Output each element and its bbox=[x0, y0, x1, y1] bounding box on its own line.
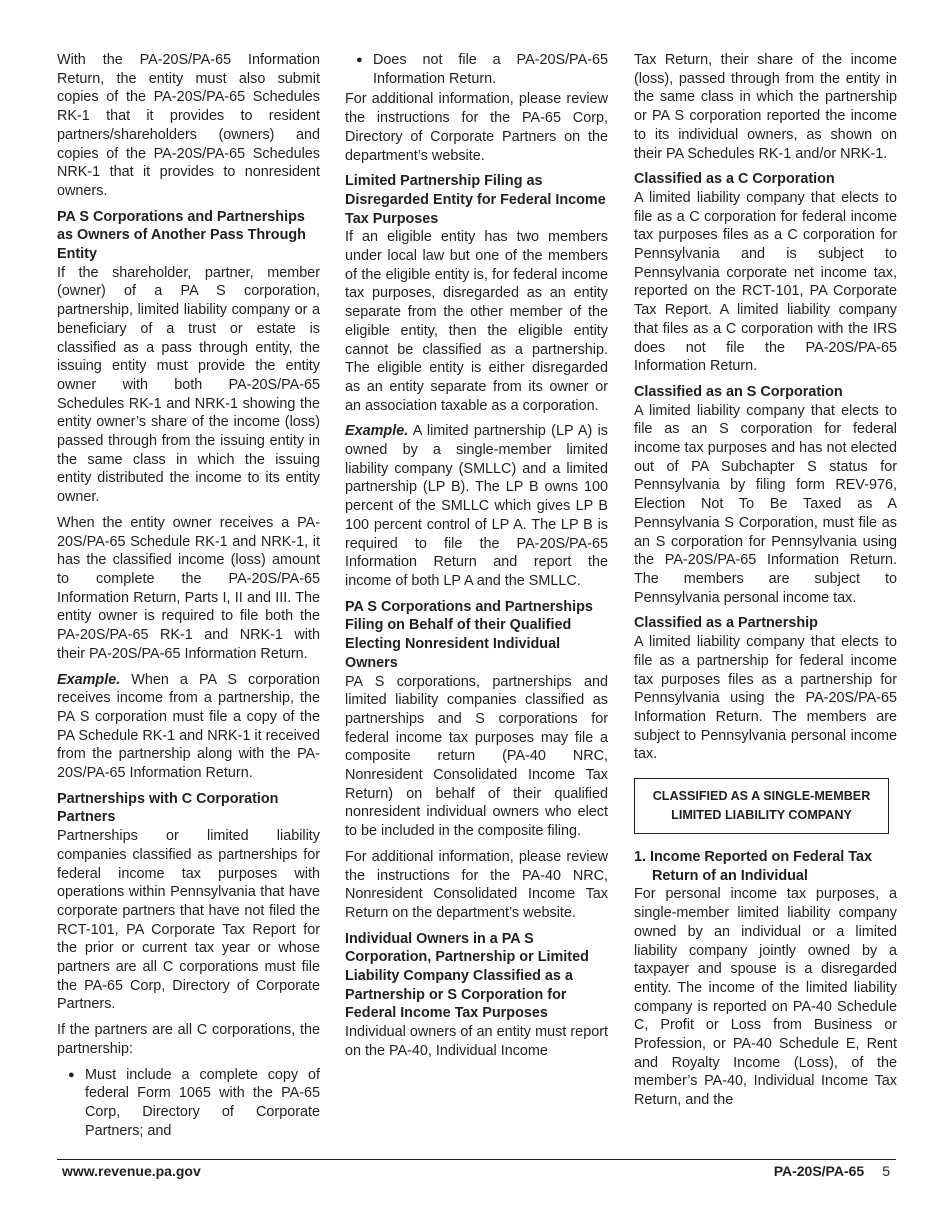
paragraph bbox=[345, 673, 608, 841]
text: With the PA-20S/PA-65 Information Return, the entity must also submit copies of the PA-20S/PA-65 Schedules RK-1 that it provides to resident partners/shareholders (owners) and copies of the PA-20S/PA-65 Schedules NRK-1 that it provides to nonresident owners. bbox=[57, 52, 320, 199]
text: PA S corporations, partnerships and limited liability companies classified as partnerships and S corporations for federal income tax purposes may file a composite return (PA-40 NRC, Nonresident Consolidated Income Tax Return) on behalf of their qualified nonresident individual owners who elect to be included in the composite filing. bbox=[345, 673, 608, 840]
text: When a PA S corporation receives income from a partnership, the PA S corporation must file a copy of the PA Schedule RK-1 and NRK-1 it received from the partnership along with the PA-20S/PA-65 Information Return. bbox=[57, 671, 320, 782]
paragraph bbox=[57, 671, 320, 783]
paragraph bbox=[345, 422, 608, 590]
paragraph bbox=[57, 1021, 320, 1058]
text: Partnerships with C Corporation Partners bbox=[57, 790, 279, 826]
text: For additional information, please review the instructions for the PA-40 NRC, Nonresident Consolidated Income Tax Return on the department’s website. bbox=[345, 848, 608, 921]
section-heading bbox=[57, 208, 320, 264]
numbered-heading bbox=[634, 848, 897, 885]
text: PA S Corporations and Partnerships Filing on Behalf of their Qualified Electing Nonresident Individual Owners bbox=[345, 598, 593, 671]
column-2 bbox=[345, 51, 608, 1068]
example-label: Example. bbox=[57, 671, 121, 688]
text: 1. Income Reported on Federal Tax Return of an Individual bbox=[634, 849, 873, 884]
boxed-heading bbox=[634, 778, 889, 834]
text: CLASSIFIED AS A SINGLE-MEMBER LIMITED LIABILITY COMPANY bbox=[652, 789, 871, 823]
section-heading bbox=[634, 383, 897, 402]
page-number: 5 bbox=[882, 1163, 890, 1179]
paragraph bbox=[634, 885, 897, 1109]
text: Individual owners of an entity must report on the PA-40, Individual Income bbox=[345, 1024, 608, 1059]
section-heading bbox=[345, 598, 608, 673]
text: Must include a complete copy of federal Form 1065 with the PA-65 Corp, Directory of Corporate Partners; and bbox=[85, 1066, 320, 1139]
text: When the entity owner receives a PA-20S/PA-65 Schedule RK-1 and NRK-1, it has the classified income (loss) amount to complete the PA-20S/PA-65 Information Return, Parts I, II and III. The entity owner is required to file both the PA-20S/PA-65 RK-1 and NRK-1 with their PA-20S/PA-65 Information Return. bbox=[57, 514, 320, 662]
paragraph bbox=[57, 264, 320, 507]
text: Classified as a C Corporation bbox=[634, 171, 835, 188]
text: A limited liability company that elects to file as an S corporation for federal income tax purposes and has not elected out of PA Subchapter S status for Pennsylvania by filing form REV-976, Election Not To Be Taxed as A Pennsylvania S Corporation, must file as an S corporation for Pennsylvania using the PA-20S/PA-65 Information Return. The members are subject to Pennsylvania personal income tax. bbox=[634, 402, 897, 606]
column-3 bbox=[634, 51, 897, 1117]
paragraph bbox=[634, 189, 897, 376]
paragraph bbox=[57, 827, 320, 1014]
section-heading bbox=[57, 790, 320, 827]
paragraph bbox=[345, 90, 608, 165]
footer-form-name: PA-20S/PA-65 bbox=[773, 1163, 865, 1179]
text: A limited liability company that elects to file as a partnership for federal income tax purposes files as a partnership for Pennsylvania using the PA-20S/PA-65 Information Return. The members are subject to Pennsylvania personal income tax. bbox=[634, 634, 897, 763]
text: For personal income tax purposes, a single-member limited liability company owned by an individual or a limited liability company jointly owned by a taxpayer and spouse is a disregarded entity. The income of the limited liability company is reported on PA-40 Schedule C, Profit or Loss from Business or Profession, or PA-40 Schedule E, Rent and Royalty Income (Loss), of the member’s PA-40, Individual Income Tax Return, and the bbox=[634, 886, 897, 1109]
paragraph bbox=[345, 1023, 608, 1060]
text: Limited Partnership Filing as Disregarded Entity for Federal Income Tax Purposes bbox=[345, 173, 606, 227]
example-label: Example. bbox=[345, 423, 409, 440]
footer-website-link[interactable]: www.revenue.pa.gov bbox=[62, 1163, 201, 1179]
text: A limited liability company that elects to file as a C corporation for federal income tax purposes files as a C corporation for Pennsylvania and is subject to Pennsylvania corporate net income tax, reported on the RCT-101, PA Corporate Tax Report. A limited liability company that files as a C corporation with the IRS does not file the PA-20S/PA-65 Information Return. bbox=[634, 189, 897, 375]
footer-divider bbox=[57, 1159, 896, 1160]
text: Tax Return, their share of the income (loss), passed through from the entity in the same class in which the partnership or PA S corporation reported the income to its individual owners, as shown on their PA Schedules RK-1 and/or NRK-1. bbox=[634, 52, 897, 162]
paragraph bbox=[57, 514, 320, 664]
section-heading bbox=[345, 172, 608, 228]
paragraph bbox=[634, 402, 897, 608]
paragraph bbox=[634, 51, 897, 163]
bullet-item bbox=[57, 1066, 320, 1141]
section-heading bbox=[634, 614, 897, 633]
text: A limited partnership (LP A) is owned by a single-member limited liability company (SMLLC) and a limited partnership (LP B). The LP B owns 100 percent of the SMLLC which gives LP B 100 percent control of LP A. The LP B is required to file the PA-20S/PA-65 Information Return and report the income of both LP A and the SMLLC. bbox=[345, 423, 608, 589]
text: Individual Owners in a PA S Corporation, Partnership or Limited Liability Company Classified as a Partnership or S Corporation for Federal Income Tax Purposes bbox=[345, 930, 589, 1022]
footer-page-info bbox=[774, 1163, 890, 1179]
section-heading bbox=[345, 930, 608, 1024]
text: Classified as an S Corporation bbox=[634, 383, 843, 400]
text: If the partners are all C corporations, the partnership: bbox=[57, 1022, 320, 1057]
column-1 bbox=[57, 51, 320, 1142]
section-heading bbox=[634, 170, 897, 189]
text: If the shareholder, partner, member (owner) of a PA S corporation, partnership, limited liability company or a beneficiary of a trust or estate is classified as a pass through entity, the issuing entity must provide the entity owner with both PA-20S/PA-65 Schedules RK-1 and NRK-1 showing the entity owner’s share of the income (loss) passed through from the issuing entity in the same class in which the issuing entity distributed the income to its entity owner. bbox=[57, 264, 320, 506]
paragraph bbox=[634, 633, 897, 764]
text: Partnerships or limited liability companies classified as partnerships for federal income tax purposes with operations within Pennsylvania that have corporate partners that have not filed the RCT-101, PA Corporate Tax Report for the prior or current tax year or whose partners are all C corporations must file the PA-65 Corp, Directory of Corporate Partners. bbox=[57, 828, 320, 1013]
paragraph bbox=[345, 848, 608, 923]
paragraph bbox=[345, 228, 608, 415]
text: Classified as a Partnership bbox=[634, 615, 818, 632]
bullet-item bbox=[345, 51, 608, 88]
text: For additional information, please review the instructions for the PA-65 Corp, Directory of Corporate Partners on the department’s website. bbox=[345, 91, 608, 164]
text: Does not file a PA-20S/PA-65 Information Return. bbox=[373, 52, 608, 87]
text: PA S Corporations and Partnerships as Owners of Another Pass Through Entity bbox=[57, 208, 306, 263]
text: If an eligible entity has two members under local law but one of the members of the eligible entity is, for federal income tax purposes, disregarded as an entity separate from the other member of the eligible entity, then the eligible entity cannot be classified as a partnership. The eligible entity is either disregarded as an entity separate from its owner or an association taxable as a corporation. bbox=[345, 229, 608, 414]
paragraph bbox=[57, 51, 320, 201]
